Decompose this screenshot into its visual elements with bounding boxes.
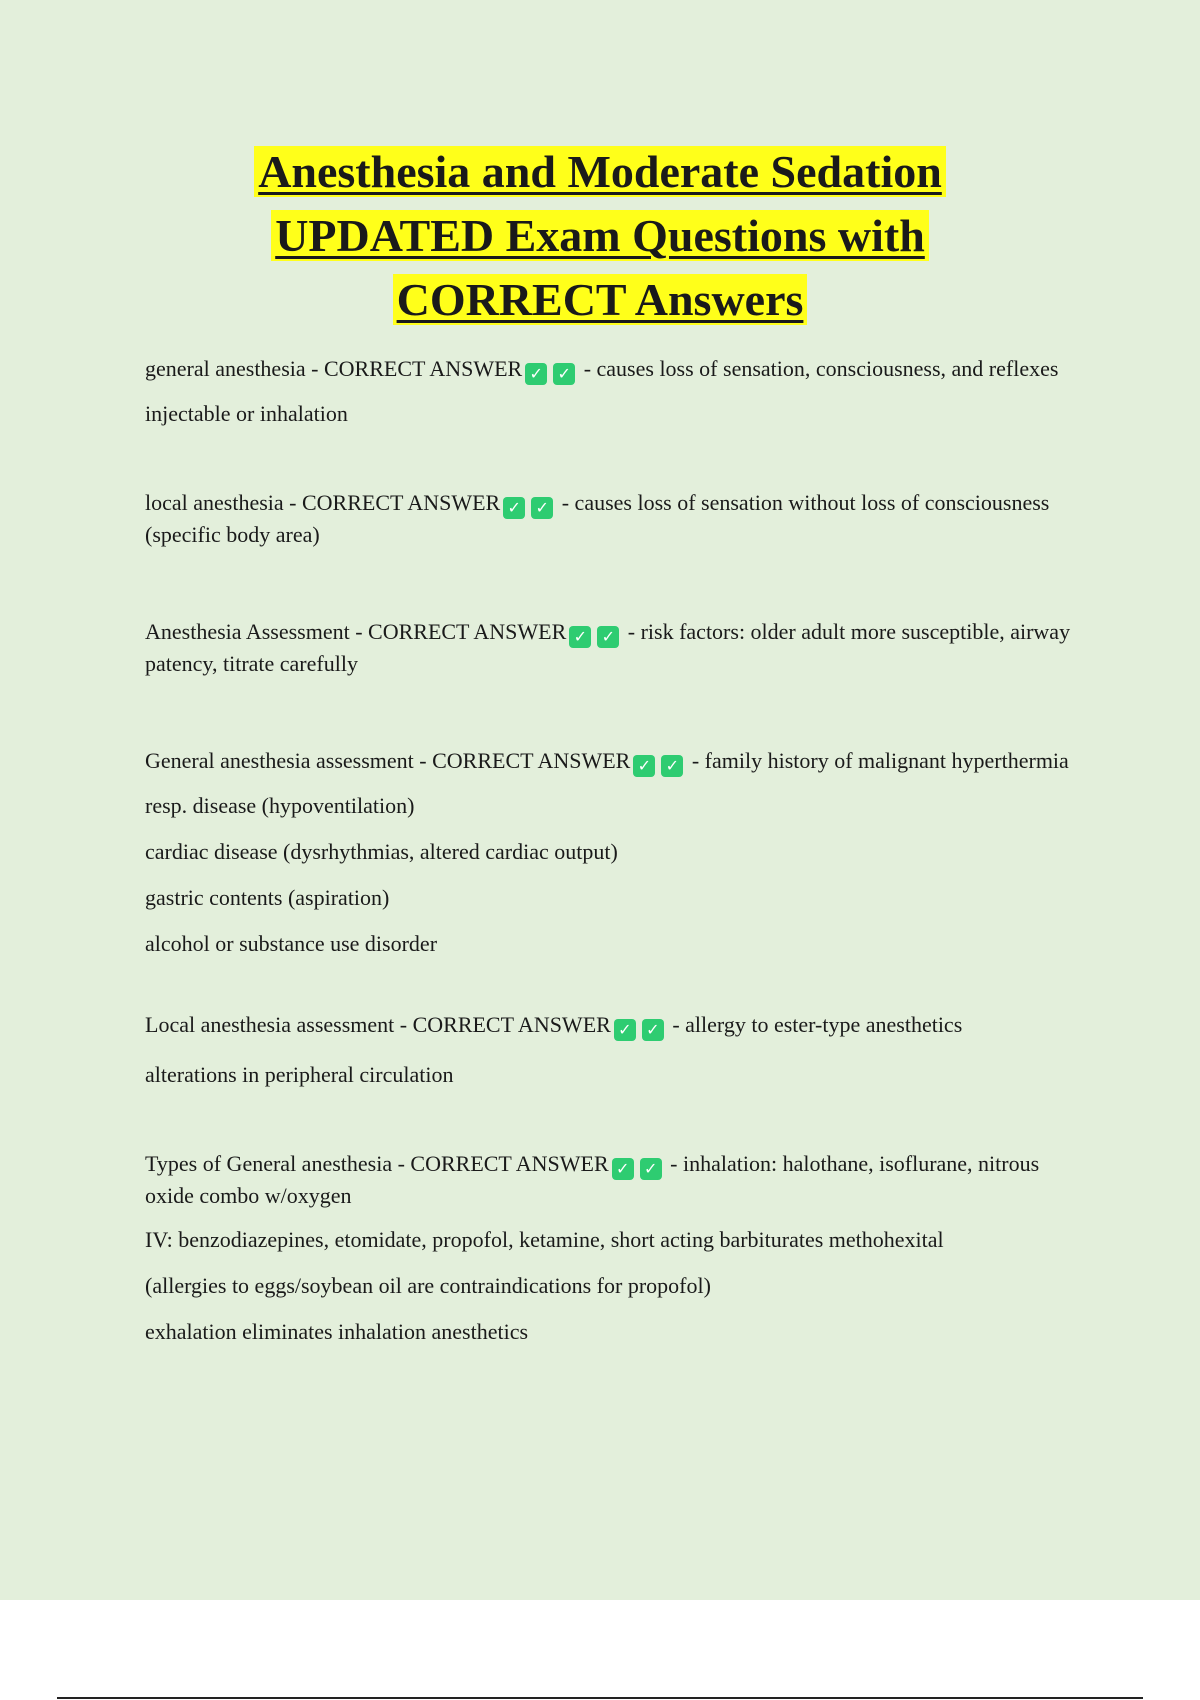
answer-detail: gastric contents (aspiration) <box>145 885 390 910</box>
question-term: general anesthesia - CORRECT ANSWER <box>145 356 523 381</box>
answer-detail: cardiac disease (dysrhythmias, altered cardiac output) <box>145 839 618 864</box>
question-answer: - causes loss of sensation, consciousness, and reflexes <box>578 356 1059 381</box>
question-answer: - risk factors: older adult more susceptible, airway patency, titrate carefully <box>145 619 1071 676</box>
check-mark-icon: ✓ <box>531 497 553 519</box>
check-mark-icon: ✓ <box>640 1158 662 1180</box>
question-term: Types of General anesthesia - CORRECT ANSWER <box>145 1151 609 1176</box>
answer-detail: exhalation eliminates inhalation anesthetics <box>145 1319 529 1344</box>
check-mark-icon: ✓ <box>569 626 591 648</box>
question-answer: - family history of malignant hyperthermia <box>686 748 1069 773</box>
qa-item <box>145 487 1075 550</box>
title-line-2: UPDATED Exam Questions with <box>271 210 929 261</box>
question-term: local anesthesia - CORRECT ANSWER <box>145 490 501 515</box>
question-answer: - inhalation: halothane, isoflurane, nitrous oxide combo w/oxygen <box>145 1151 1040 1208</box>
question-line <box>145 487 1075 550</box>
question-answer: - causes loss of sensation without loss of consciousness (specific body area) <box>145 490 1050 547</box>
document-title <box>0 140 1200 332</box>
check-mark-icon: ✓ <box>525 363 547 385</box>
title-line-3: CORRECT Answers <box>393 274 808 325</box>
check-mark-icon: ✓ <box>614 1019 636 1041</box>
qa-item <box>145 745 1075 959</box>
qa-item <box>145 353 1075 429</box>
check-mark-icon: ✓ <box>612 1158 634 1180</box>
question-line <box>145 745 1075 777</box>
question-term: Local anesthesia assessment - CORRECT ANSWER <box>145 1012 611 1037</box>
answer-detail: IV: benzodiazepines, etomidate, propofol, ketamine, short acting barbiturates methohexital <box>145 1227 944 1252</box>
check-mark-icon: ✓ <box>633 755 655 777</box>
question-line <box>145 616 1075 679</box>
title-line-1: Anesthesia and Moderate Sedation <box>254 146 946 197</box>
check-mark-icon: ✓ <box>642 1019 664 1041</box>
question-term: Anesthesia Assessment - CORRECT ANSWER <box>145 619 567 644</box>
qa-item <box>145 1148 1075 1347</box>
answer-detail: resp. disease (hypoventilation) <box>145 793 415 818</box>
answer-detail: alcohol or substance use disorder <box>145 931 438 956</box>
check-mark-icon: ✓ <box>503 497 525 519</box>
answer-detail: (allergies to eggs/soybean oil are contraindications for propofol) <box>145 1273 711 1298</box>
check-mark-icon: ✓ <box>661 755 683 777</box>
footer-divider <box>57 1697 1143 1699</box>
answer-detail: alterations in peripheral circulation <box>145 1062 454 1087</box>
question-term: General anesthesia assessment - CORRECT ANSWER <box>145 748 631 773</box>
check-mark-icon: ✓ <box>553 363 575 385</box>
check-mark-icon: ✓ <box>597 626 619 648</box>
question-line <box>145 353 1075 385</box>
qa-item <box>145 616 1075 679</box>
answer-detail: injectable or inhalation <box>145 401 348 426</box>
question-line <box>145 1148 1075 1211</box>
question-answer: - allergy to ester-type anesthetics <box>666 1012 963 1037</box>
question-line <box>145 1009 1075 1041</box>
qa-item <box>145 1009 1075 1090</box>
qa-list <box>145 353 1075 1362</box>
